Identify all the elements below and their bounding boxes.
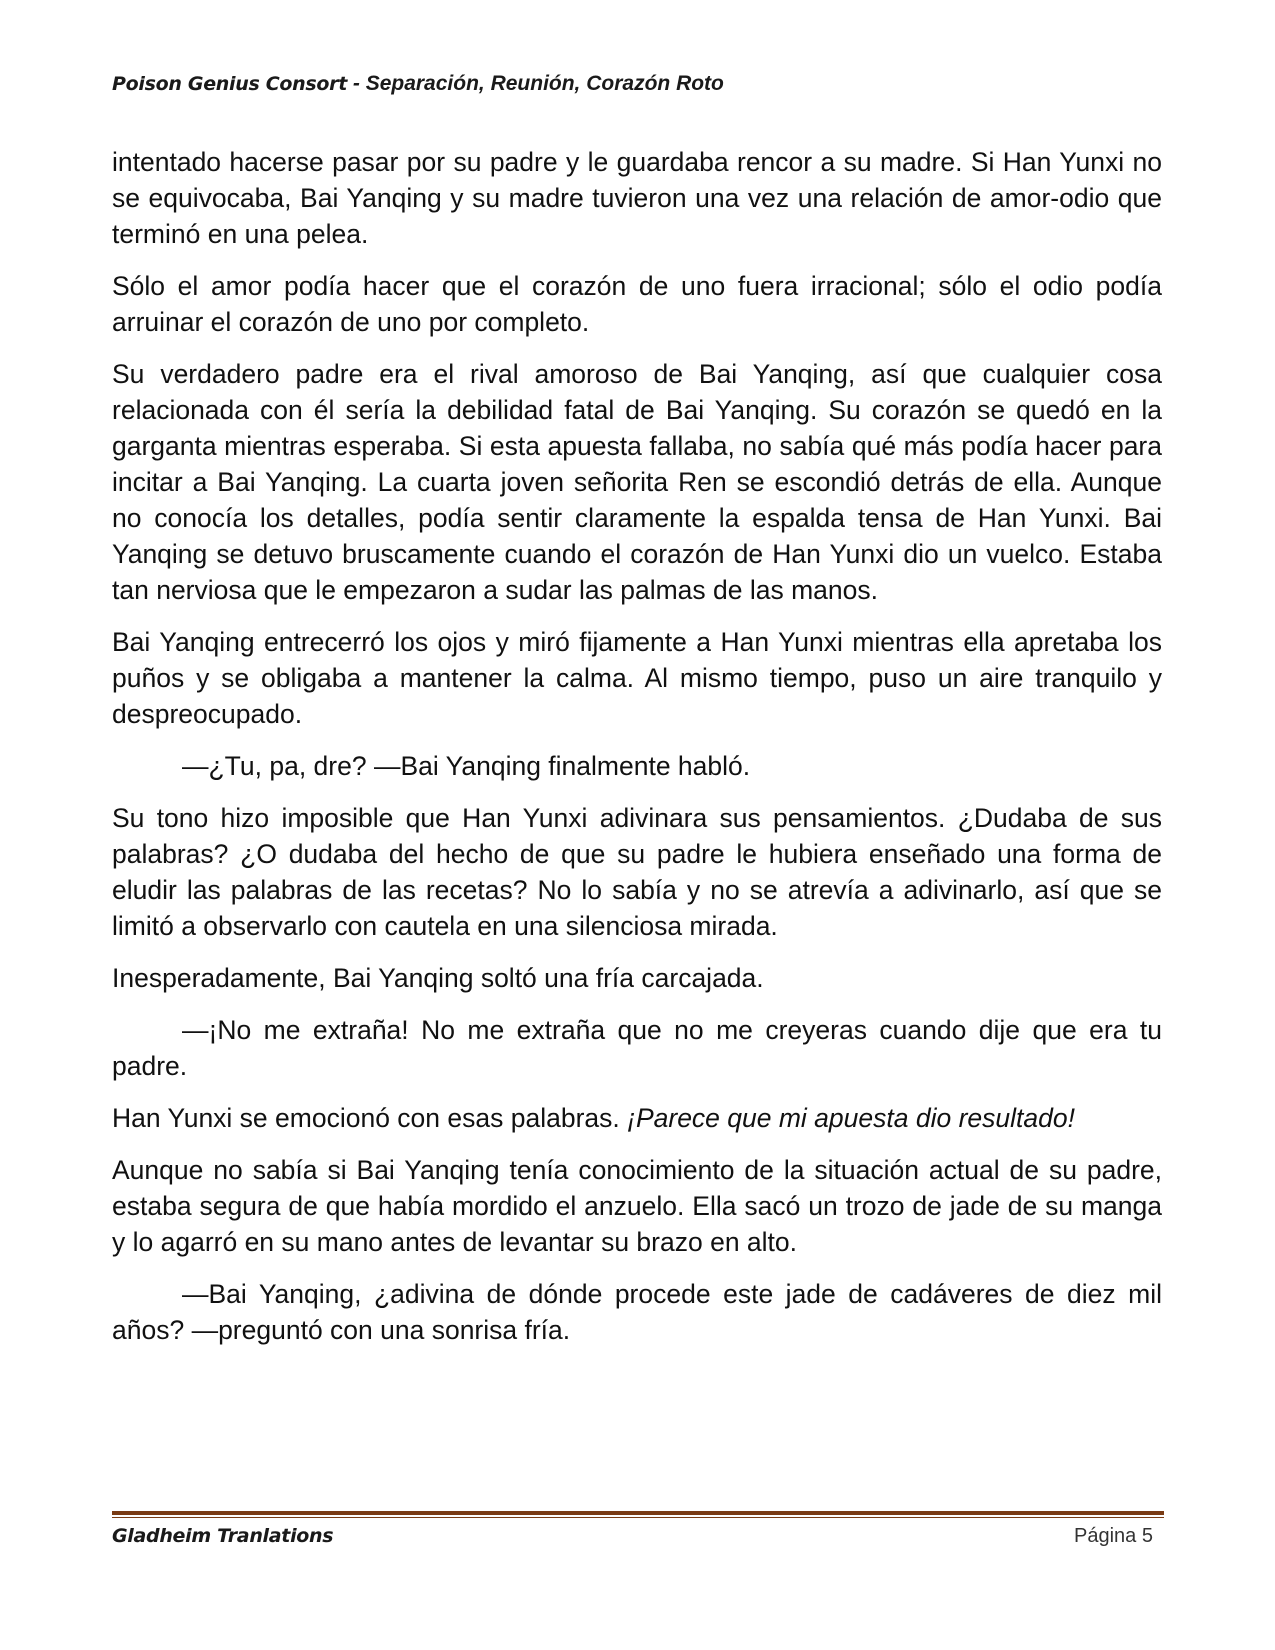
- paragraph: intentado hacerse pasar por su padre y le guardaba rencor a su madre. Si Han Yunxi no se equivocaba, Bai Yanqing y su madre tuvieron una vez una relación de amor-odio que terminó en una pelea.: [112, 147, 1162, 249]
- footer-divider: [112, 1511, 1164, 1518]
- page-header: [112, 72, 1162, 96]
- paragraph: Sólo el amor podía hacer que el corazón de uno fuera irracional; sólo el odio podía arruinar el corazón de uno por completo.: [112, 271, 1162, 337]
- page-body: [112, 144, 1162, 1364]
- dialogue-paragraph: —¿Tu, pa, dre? —Bai Yanqing finalmente habló.: [182, 751, 751, 781]
- publisher-name: Gladheim Tranlations: [112, 1525, 334, 1547]
- paragraph: Su tono hizo imposible que Han Yunxi adivinara sus pensamientos. ¿Dudaba de sus palabras? ¿O dudaba del hecho de que su padre le hubiera enseñado una forma de eludir las palabras de las recetas? No lo sabía y no se atrevía a adivinarlo, así que se limitó a observarlo con cautela en una silenciosa mirada.: [112, 803, 1162, 941]
- footer-divider-thin: [112, 1517, 1164, 1518]
- header-separator: -: [347, 72, 366, 95]
- inner-thought-text: ¡Parece que mi apuesta dio resultado!: [627, 1103, 1075, 1133]
- paragraph: Su verdadero padre era el rival amoroso de Bai Yanqing, así que cualquier cosa relacionada con él sería la debilidad fatal de Bai Yanqing. Su corazón se quedó en la garganta mientras esperaba. Si esta apuesta fallaba, no sabía qué más podía hacer para incitar a Bai Yanqing. La cuarta joven señorita Ren se escondió detrás de ella. Aunque no conocía los detalles, podía sentir claramente la espalda tensa de Han Yunxi. Bai Yanqing se detuvo bruscamente cuando el corazón de Han Yunxi dio un vuelco. Estaba tan nerviosa que le empezaron a sudar las palmas de las manos.: [112, 359, 1162, 605]
- dialogue-paragraph: —Bai Yanqing, ¿adivina de dónde procede este jade de cadáveres de diez mil años? —preguntó con una sonrisa fría.: [112, 1279, 1162, 1345]
- page-number: Página 5: [1074, 1525, 1153, 1547]
- dialogue-paragraph: —¡No me extraña! No me extraña que no me creyeras cuando dije que era tu padre.: [112, 1015, 1162, 1081]
- paragraph: Inesperadamente, Bai Yanqing soltó una fría carcajada.: [112, 963, 764, 993]
- paragraph: Aunque no sabía si Bai Yanqing tenía conocimiento de la situación actual de su padre, estaba segura de que había mordido el anzuelo. Ella sacó un trozo de jade de su manga y lo agarró en su mano antes de levantar su brazo en alto.: [112, 1155, 1162, 1257]
- paragraph: Bai Yanqing entrecerró los ojos y miró fijamente a Han Yunxi mientras ella apretaba los puños y se obligaba a mantener la calma. Al mismo tiempo, puso un aire tranquilo y despreocupado.: [112, 627, 1162, 729]
- chapter-title: Separación, Reunión, Corazón Roto: [365, 72, 724, 95]
- narration-text: Han Yunxi se emocionó con esas palabras.: [112, 1103, 620, 1133]
- book-title: Poison Genius Consort: [112, 73, 348, 95]
- footer-divider-thick: [112, 1511, 1164, 1515]
- paragraph-with-thought: [112, 1100, 1162, 1136]
